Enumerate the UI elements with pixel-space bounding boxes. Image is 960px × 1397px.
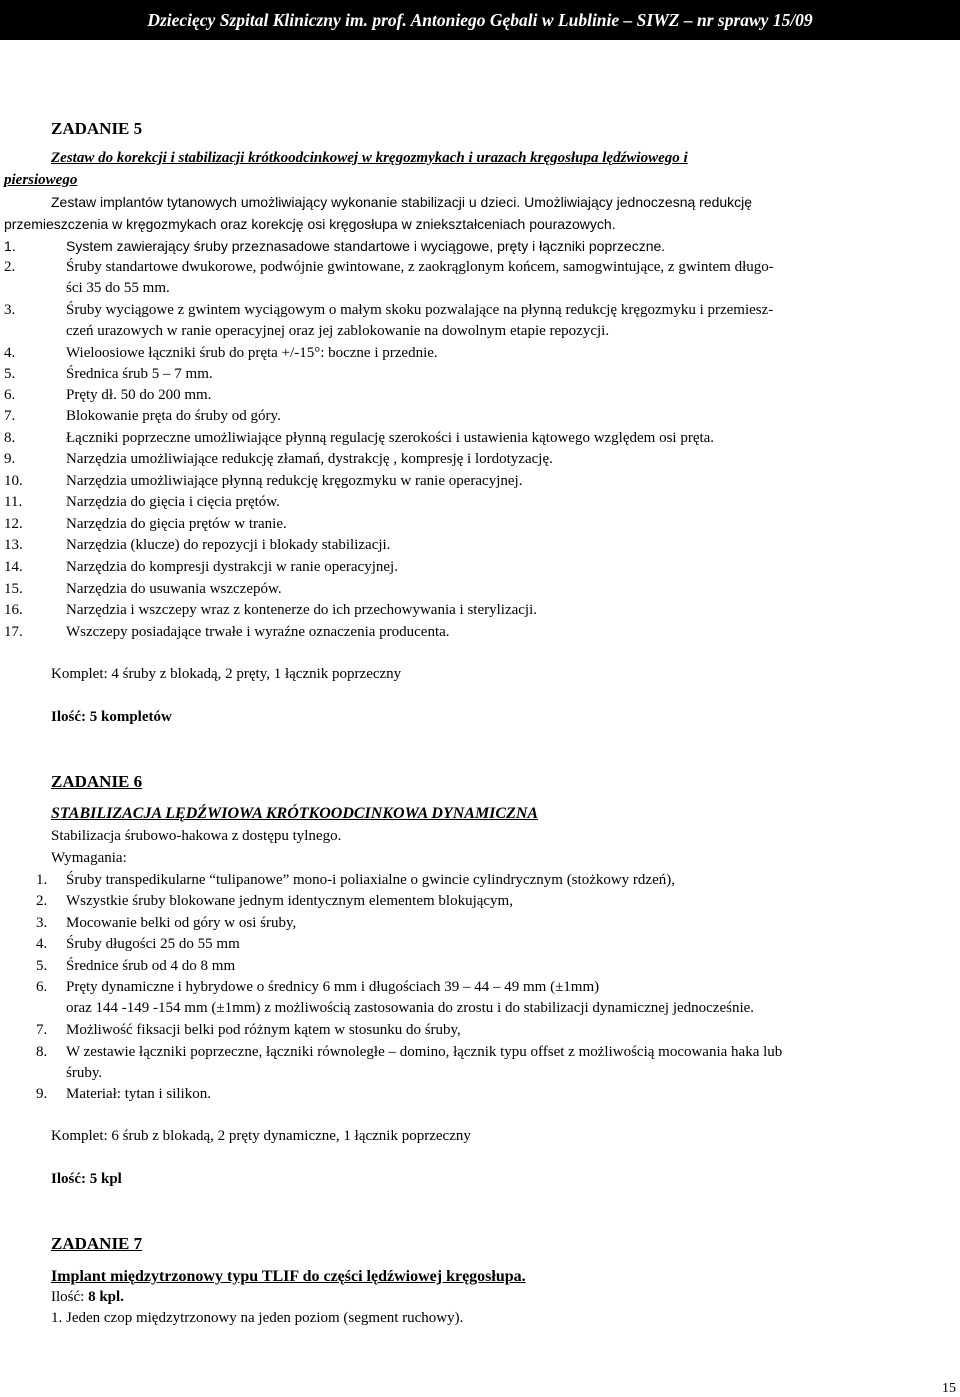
z5-item-number: 12. — [4, 516, 23, 532]
z6-line-1: Stabilizacja śrubowo-hakowa z dostępu tylnego. — [51, 828, 342, 844]
z5-subtitle-1: Zestaw do korekcji i stabilizacji krótkoodcinkowej w kręgozmykach i urazach kręgosłupa lędźwiowego i — [51, 150, 688, 166]
z5-item-text: Śruby wyciągowe z gwintem wyciągowym o małym skoku pozwalające na płynną redukcję kręgozmyku i przemiesz- — [66, 302, 774, 318]
z5-item-number: 5. — [4, 366, 16, 382]
z6-item-number: 6. — [36, 979, 48, 995]
z5-item-number: 6. — [4, 387, 16, 403]
z5-intro-2: przemieszczenia w kręgozmykach oraz korekcję osi kręgosłupa w zniekształceniach pourazowych. — [4, 216, 616, 232]
z5-item-number: 9. — [4, 451, 16, 467]
z6-item-number: 4. — [36, 936, 48, 952]
z5-item-text: Śruby standartowe dwukorowe, podwójnie gwintowane, z zaokrąglonym końcem, samogwintujące, z gwintem długo- — [66, 259, 774, 275]
z5-subtitle-2: piersiowego — [4, 172, 78, 188]
z5-item-text: Blokowanie pręta do śruby od góry. — [66, 408, 281, 424]
z5-item-number: 10. — [4, 473, 23, 489]
z5-item-text: Narzędzia do gięcia prętów w tranie. — [66, 516, 287, 532]
z5-item-number: 17. — [4, 624, 23, 640]
z7-ilosc — [51, 1289, 124, 1306]
z6-item-number: 3. — [36, 915, 48, 931]
z6-item-number: 9. — [36, 1086, 48, 1102]
z6-item-number: 5. — [36, 958, 48, 974]
z5-item-text: Narzędzia do kompresji dystrakcji w ranie operacyjnej. — [66, 559, 398, 575]
z5-item-number: 2. — [4, 259, 16, 275]
z6-item-text: Mocowanie belki od góry w osi śruby, — [66, 915, 297, 931]
page-number: 15 — [942, 1381, 956, 1396]
z6-item-text: Średnice śrub od 4 do 8 mm — [66, 958, 236, 974]
z5-ilosc: Ilość: 5 kompletów — [51, 709, 172, 725]
z5-item-number: 7. — [4, 408, 16, 424]
z6-item-number: 8. — [36, 1044, 48, 1060]
z5-item-number: 15. — [4, 581, 23, 597]
z6-line-2: Wymagania: — [51, 850, 127, 866]
z5-item-text: Narzędzia do gięcia i cięcia prętów. — [66, 494, 280, 510]
z7-subtitle: Implant międzytrzonowy typu TLIF do części lędźwiowej kręgosłupa. — [51, 1268, 526, 1285]
z6-heading: ZADANIE 6 — [51, 772, 143, 791]
z5-item-number: 4. — [4, 345, 16, 361]
z5-item-text: Pręty dł. 50 do 200 mm. — [66, 387, 212, 403]
z7-ilosc-label: Ilość: — [51, 1289, 89, 1305]
z6-item-text: Śruby długości 25 do 55 mm — [66, 936, 240, 952]
z5-item-text: Narzędzia do usuwania wszczepów. — [66, 581, 282, 597]
z6-item-text: Śruby transpedikularne “tulipanowe” mono-i poliaxialne o gwincie cylindrycznym (stożkowy rdzeń), — [66, 872, 675, 888]
page-header — [0, 0, 960, 40]
z6-komplet: Komplet: 6 śrub z blokadą, 2 pręty dynamiczne, 1 łącznik poprzeczny — [51, 1128, 471, 1144]
z5-item-text: Narzędzia i wszczepy wraz z kontenerze do ich przechowywania i sterylizacji. — [66, 602, 538, 618]
z6-item-number: 7. — [36, 1022, 48, 1038]
z6-subtitle: STABILIZACJA LĘDŹWIOWA KRÓTKOODCINKOWA DYNAMICZNA — [51, 805, 539, 822]
z5-item-text: System zawierający śruby przeznasadowe standartowe i wyciągowe, pręty i łączniki poprzeczne. — [66, 238, 666, 254]
z5-heading: ZADANIE 5 — [51, 119, 143, 138]
z5-item-text: Narzędzia umożliwiające płynną redukcję kręgozmyku w ranie operacyjnej. — [66, 473, 523, 489]
z7-item-1: 1. Jeden czop międzytrzonowy na jeden poziom (segment ruchowy). — [51, 1310, 464, 1326]
z5-item-text: Średnica śrub 5 – 7 mm. — [66, 366, 213, 382]
z5-item-number: 11. — [4, 494, 23, 510]
z5-item-number: 3. — [4, 302, 16, 318]
z6-item-number: 1. — [36, 872, 48, 888]
z6-item-number: 2. — [36, 893, 48, 909]
z5-item-text: Narzędzia umożliwiające redukcję złamań, dystrakcję , kompresję i lordotyzację. — [66, 451, 553, 467]
z5-item-number: 16. — [4, 602, 23, 618]
z6-item-text: Pręty dynamiczne i hybrydowe o średnicy 6 mm i długościach 39 – 44 – 49 mm (±1mm) — [66, 979, 600, 995]
z5-item-text-cont: czeń urazowych w ranie operacyjnej oraz jej zablokowanie na dowolnym etapie repozycji. — [66, 323, 610, 339]
z5-item-text: Wszczepy posiadające trwałe i wyraźne oznaczenia producenta. — [66, 624, 450, 640]
z6-item-text-cont: oraz 144 -149 -154 mm (±1mm) z możliwością zastosowania do zrostu i do stabilizacji dynamicznej jednocześnie. — [66, 1000, 755, 1016]
z5-item-number: 1. — [4, 238, 16, 254]
z6-item-text-cont: śruby. — [66, 1065, 103, 1081]
z6-item-text: Możliwość fiksacji belki pod różnym kątem w stosunku do śruby, — [66, 1022, 461, 1038]
z5-item-text: Łączniki poprzeczne umożliwiające płynną regulację szerokości i ustawienia kątowego względem osi pręta. — [66, 430, 715, 446]
header-title: Dziecięcy Szpital Kliniczny im. prof. Antoniego Gębali w Lublinie – SIWZ – nr sprawy 15/09 — [147, 10, 813, 30]
z5-item-text: Wieloosiowe łączniki śrub do pręta +/-15°: boczne i przednie. — [66, 345, 438, 361]
z5-intro-1: Zestaw implantów tytanowych umożliwiający wykonanie stabilizacji u dzieci. Umożliwiający jednoczesną redukcję — [51, 194, 753, 210]
z5-item-number: 14. — [4, 559, 23, 575]
z5-komplet: Komplet: 4 śruby z blokadą, 2 pręty, 1 łącznik poprzeczny — [51, 666, 402, 682]
z5-item-text-cont: ści 35 do 55 mm. — [66, 280, 170, 296]
z5-item-text: Narzędzia (klucze) do repozycji i blokady stabilizacji. — [66, 537, 391, 553]
z6-ilosc: Ilość: 5 kpl — [51, 1171, 122, 1187]
z6-item-text: Materiał: tytan i silikon. — [66, 1086, 211, 1102]
z5-item-number: 8. — [4, 430, 16, 446]
z7-heading: ZADANIE 7 — [51, 1234, 143, 1253]
z6-item-text: Wszystkie śruby blokowane jednym identycznym elementem blokującym, — [66, 893, 513, 909]
z6-item-text: W zestawie łączniki poprzeczne, łączniki równoległe – domino, łącznik typu offset z możliwością mocowania haka lub — [66, 1044, 783, 1060]
z5-item-number: 13. — [4, 537, 23, 553]
z7-ilosc-value: 8 kpl. — [88, 1289, 124, 1305]
